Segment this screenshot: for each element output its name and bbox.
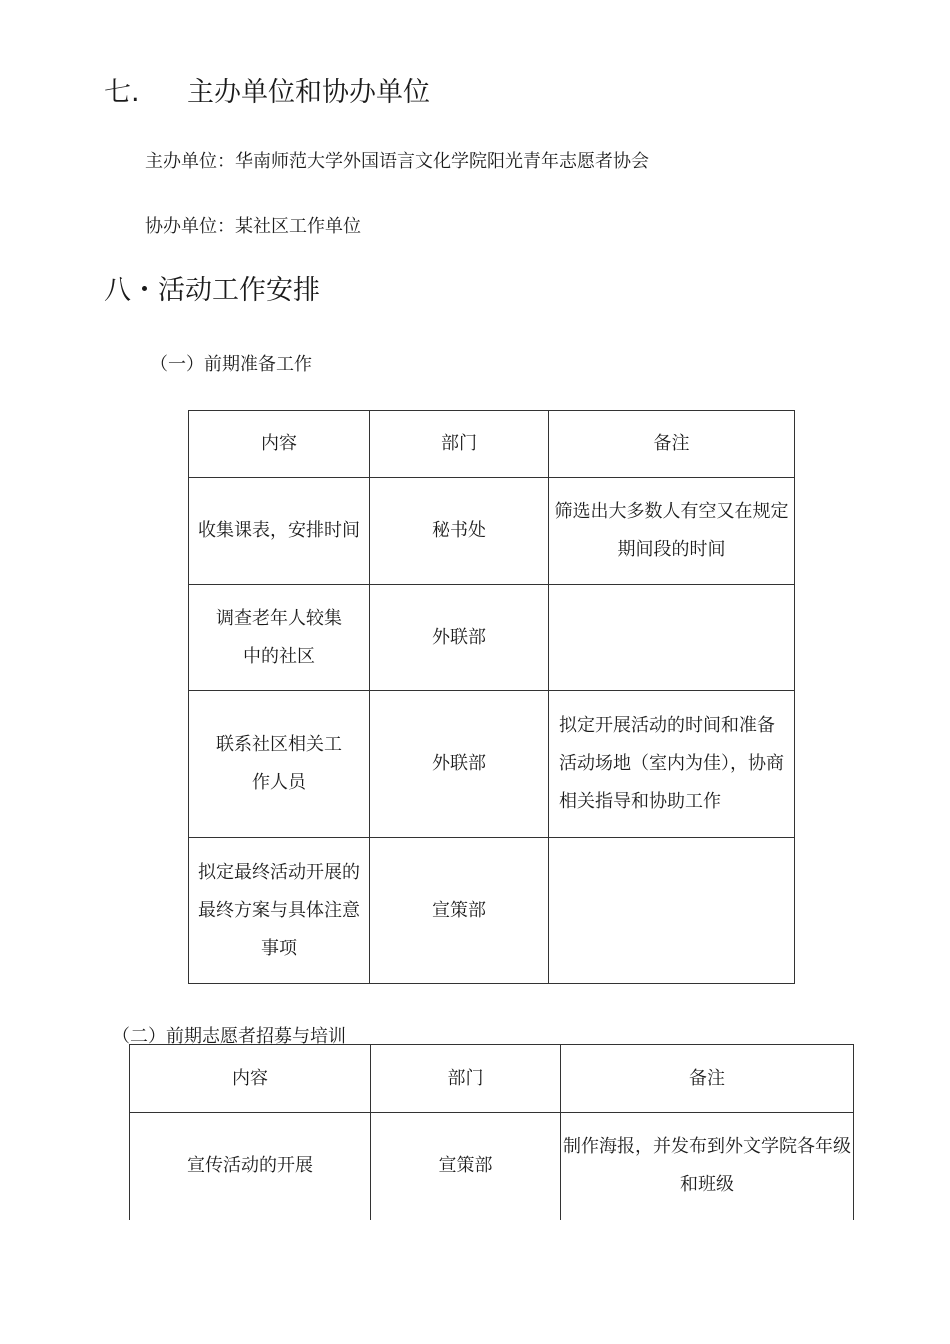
recruitment-table bbox=[129, 1044, 854, 1220]
cell-notes: 筛选出大多数人有空又在规定期间段的时间 bbox=[549, 478, 795, 585]
cell-content: 收集课表，安排时间 bbox=[189, 478, 370, 585]
header-notes: 备注 bbox=[561, 1045, 854, 1113]
cell-content: 拟定最终活动开展的最终方案与具体注意事项 bbox=[189, 838, 370, 984]
cell-department: 宣策部 bbox=[371, 1113, 561, 1220]
table-row bbox=[189, 478, 795, 585]
header-content: 内容 bbox=[189, 411, 370, 478]
cell-notes bbox=[549, 838, 795, 984]
header-notes: 备注 bbox=[549, 411, 795, 478]
table-row bbox=[130, 1113, 854, 1220]
cell-notes: 制作海报，并发布到外文学院各年级和班级 bbox=[561, 1113, 854, 1220]
cell-department: 宣策部 bbox=[370, 838, 549, 984]
cell-content: 宣传活动的开展 bbox=[130, 1113, 371, 1220]
cell-notes: 拟定开展活动的时间和准备活动场地（室内为佳），协商相关指导和协助工作 bbox=[549, 691, 795, 838]
cell-department: 外联部 bbox=[370, 691, 549, 838]
cell-department: 秘书处 bbox=[370, 478, 549, 585]
cell-notes bbox=[549, 585, 795, 691]
part1-title: （一）前期准备工作 bbox=[150, 354, 312, 375]
cell-content: 联系社区相关工作人员 bbox=[189, 691, 370, 838]
header-department: 部门 bbox=[370, 411, 549, 478]
section7-title: 主办单位和协办单位 bbox=[187, 77, 430, 108]
prep-work-table bbox=[188, 410, 795, 984]
header-department: 部门 bbox=[371, 1045, 561, 1113]
cell-content: 调查老年人较集中的社区 bbox=[189, 585, 370, 691]
cell-department: 外联部 bbox=[370, 585, 549, 691]
organizer-line: 主办单位：华南师范大学外国语言文化学院阳光青年志愿者协会 bbox=[145, 151, 649, 172]
section7-number: 七. bbox=[104, 77, 140, 108]
part2-title: （二）前期志愿者招募与培训 bbox=[112, 1026, 346, 1047]
section8-heading: 八・活动工作安排 bbox=[104, 275, 320, 306]
table-header-row bbox=[189, 411, 795, 478]
header-content: 内容 bbox=[130, 1045, 371, 1113]
table-row bbox=[189, 585, 795, 691]
table-header-row bbox=[130, 1045, 854, 1113]
table-row bbox=[189, 838, 795, 984]
co-organizer-line: 协办单位：某社区工作单位 bbox=[145, 216, 361, 237]
table-row bbox=[189, 691, 795, 838]
